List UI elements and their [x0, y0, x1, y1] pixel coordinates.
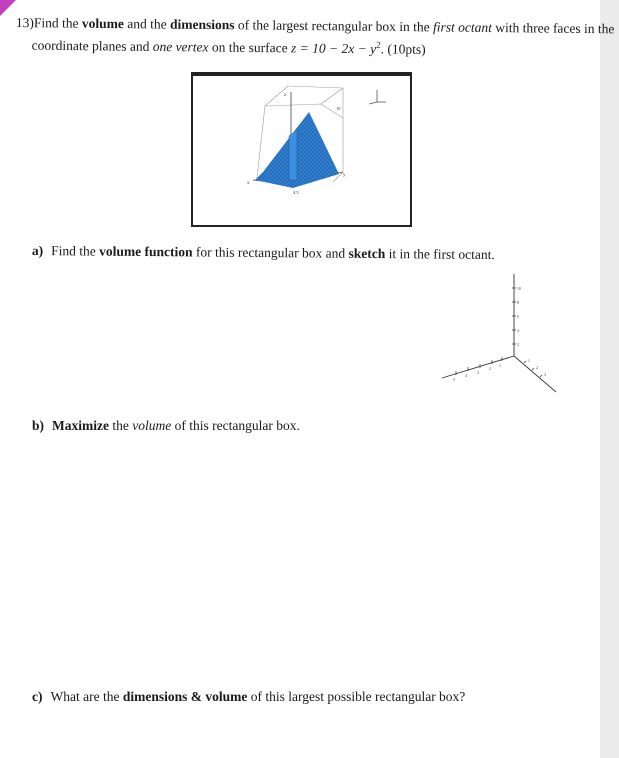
question-text: on the surface: [208, 39, 292, 56]
question-points: . (10pts): [380, 41, 426, 57]
sketch-y-axis: [514, 356, 556, 392]
sketch-y-tick: 3: [544, 372, 546, 377]
question-number: 13): [15, 14, 34, 31]
question-text: with three faces in the: [491, 19, 615, 37]
question-italic-first-octant: first octant: [432, 19, 492, 35]
sketch-z-tick: 6: [517, 314, 519, 319]
page-margin-strip: [600, 0, 619, 758]
part-a-text: for this rectangular box and: [192, 244, 349, 261]
part-c: [32, 689, 465, 705]
question-text: and the: [123, 16, 171, 32]
sketch-x-tick: 3: [477, 370, 479, 375]
surface-figure: [191, 72, 412, 227]
sketch-x-tick: 5: [453, 377, 455, 382]
sketch-x-tick: 4: [465, 373, 467, 378]
part-a-bold-volume-function: volume function: [99, 243, 193, 260]
sketch-x-tick: 2: [489, 366, 491, 371]
part-c-label: c): [32, 689, 43, 704]
equation-exponent: 2: [376, 39, 381, 50]
x-axis-label: x: [247, 181, 250, 186]
part-a-bold-sketch: sketch: [348, 245, 386, 262]
question-bold-dimensions: dimensions: [169, 16, 235, 33]
orientation-axes-icon: [369, 90, 386, 104]
question-italic-one-vertex: one vertex: [152, 38, 209, 55]
part-a: [32, 243, 495, 263]
sketch-z-tick: 4: [517, 328, 519, 333]
y-axis-label: y: [343, 173, 346, 178]
sketch-x-tick: 1: [499, 363, 501, 368]
part-b: [32, 418, 300, 434]
part-b-text: of this rectangular box.: [171, 418, 300, 433]
part-c-bold-dimensions-volume: dimensions & volume: [122, 689, 248, 704]
question-text: of the largest rectangular box in the: [234, 17, 434, 35]
z-axis-label: z: [284, 93, 287, 98]
box-face: [289, 130, 297, 180]
part-b-bold-maximize: Maximize: [52, 418, 109, 433]
corner-fold-marker: [0, 0, 16, 16]
part-b-label: b): [32, 418, 45, 433]
3d-axes-sketch: [436, 268, 566, 398]
part-c-text: of this largest possible rectangular box?: [247, 689, 466, 704]
surface-plot-svg: [193, 76, 410, 225]
x-tick-label: 4.5: [293, 190, 299, 195]
sketch-z-tick: 10: [517, 286, 521, 291]
part-a-text: Find the: [51, 243, 100, 259]
part-a-text: it in the first octant.: [385, 246, 495, 263]
part-b-italic-volume: volume: [132, 418, 172, 433]
z-tick-label: 10: [336, 106, 341, 111]
part-c-text: What are the: [50, 689, 123, 704]
question-text: coordinate planes and: [31, 37, 153, 54]
sketch-z-tick: 2: [517, 342, 519, 347]
sketch-y-tick: 2: [536, 365, 538, 370]
sketch-y-tick: 1: [528, 358, 530, 363]
question-bold-volume: volume: [81, 15, 124, 32]
question-text: Find the: [33, 15, 83, 31]
part-a-label: a): [31, 243, 44, 259]
part-b-text: the: [109, 418, 133, 433]
question-header: [15, 14, 615, 60]
sketch-z-tick: 8: [517, 300, 519, 305]
surface-equation: z = 10 − 2x − y: [290, 40, 377, 57]
